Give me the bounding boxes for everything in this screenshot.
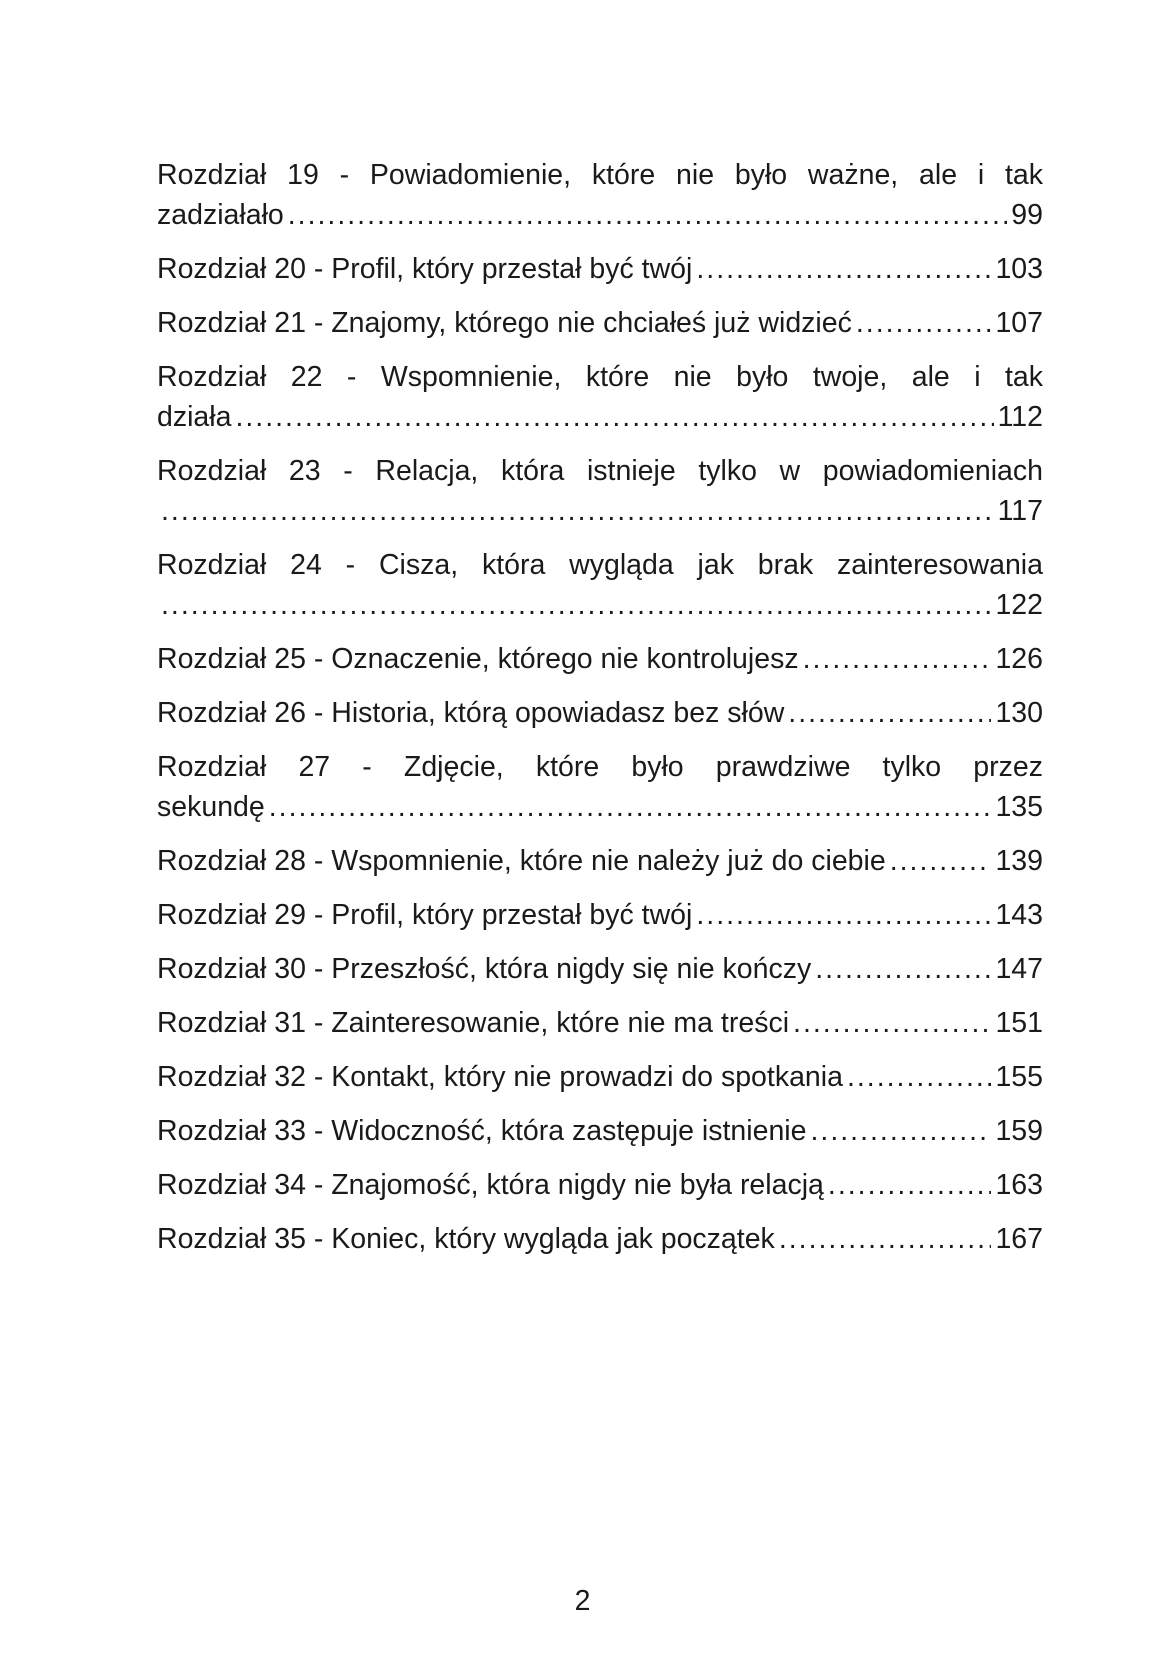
toc-entry[interactable] <box>157 357 1043 437</box>
toc-entry[interactable] <box>157 249 1043 289</box>
toc-entry[interactable] <box>157 1057 1043 1097</box>
toc-page-number: 139 <box>995 845 1043 877</box>
toc-entry-title-end: działa <box>157 401 232 433</box>
toc-leader-dots <box>847 1057 991 1097</box>
toc-entry-title: Rozdział 29 - Profil, który przestał być twój <box>157 899 693 931</box>
toc-entry[interactable] <box>157 949 1043 989</box>
toc-entry[interactable] <box>157 693 1043 733</box>
toc-entry-title: Rozdział 32 - Kontakt, który nie prowadzi do spotkania <box>157 1061 843 1093</box>
toc-leader-dots <box>288 195 1008 235</box>
toc-leader-dots <box>815 949 991 989</box>
toc-page-number: 151 <box>995 1007 1043 1039</box>
toc-page-number: 135 <box>995 791 1043 823</box>
toc-entry-title: Rozdział 22 - Wspomnienie, które nie było twoje, ale i tak <box>157 361 1043 393</box>
toc-entry-title: Rozdział 25 - Oznaczenie, którego nie kontrolujesz <box>157 643 799 675</box>
toc-leader-dots <box>788 693 991 733</box>
toc-page-number: 99 <box>1011 199 1043 231</box>
toc-page-number: 147 <box>995 953 1043 985</box>
toc-page-number: 155 <box>995 1061 1043 1093</box>
toc-entry[interactable] <box>157 155 1043 235</box>
toc-page-number: 167 <box>995 1223 1043 1255</box>
toc-entry[interactable] <box>157 747 1043 827</box>
toc-entry-title: Rozdział 28 - Wspomnienie, które nie należy już do ciebie <box>157 845 886 877</box>
toc-entry[interactable] <box>157 841 1043 881</box>
toc-entry[interactable] <box>157 1111 1043 1151</box>
toc-page-number: 117 <box>997 495 1043 527</box>
toc-page-number: 143 <box>995 899 1043 931</box>
toc-leader-dots <box>793 1003 991 1043</box>
toc-entry-title: Rozdział 26 - Historia, którą opowiadasz bez słów <box>157 697 785 729</box>
toc-page-number: 107 <box>995 307 1043 339</box>
toc-leader-dots <box>161 491 994 531</box>
toc-page-number: 112 <box>997 401 1043 433</box>
toc-leader-dots <box>269 787 992 827</box>
toc-page-number: 126 <box>995 643 1043 675</box>
toc-entry-title: Rozdział 27 - Zdjęcie, które było prawdziwe tylko przez <box>157 751 1043 783</box>
toc-entry-title: Rozdział 30 - Przeszłość, która nigdy się nie kończy <box>157 953 812 985</box>
toc-page-number: 122 <box>995 589 1043 621</box>
toc-leader-dots <box>828 1165 992 1205</box>
toc-page-number: 163 <box>995 1169 1043 1201</box>
toc-entry-title-end: sekundę <box>157 791 265 823</box>
toc-leader-dots <box>803 639 992 679</box>
page-number: 2 <box>574 1585 591 1617</box>
toc-entry-title: Rozdział 19 - Powiadomienie, które nie było ważne, ale i tak <box>157 159 1043 191</box>
toc-leader-dots <box>779 1219 992 1259</box>
toc-entry-title: Rozdział 34 - Znajomość, która nigdy nie była relacją <box>157 1169 824 1201</box>
toc-page-number: 159 <box>995 1115 1043 1147</box>
toc-leader-dots <box>810 1111 991 1151</box>
toc-entry-title: Rozdział 24 - Cisza, która wygląda jak brak zainteresowania <box>157 549 1043 581</box>
toc-leader-dots <box>161 585 991 625</box>
toc-entry-title-end: zadziałało <box>157 199 284 231</box>
toc-entry[interactable] <box>157 1219 1043 1259</box>
toc-entry-title: Rozdział 35 - Koniec, który wygląda jak początek <box>157 1223 775 1255</box>
toc-entry-title: Rozdział 33 - Widoczność, która zastępuje istnienie <box>157 1115 807 1147</box>
toc-entry-title: Rozdział 20 - Profil, który przestał być twój <box>157 253 693 285</box>
toc-entry[interactable] <box>157 895 1043 935</box>
toc-leader-dots <box>890 841 992 881</box>
toc-entry-title: Rozdział 31 - Zainteresowanie, które nie ma treści <box>157 1007 790 1039</box>
toc-page-number: 130 <box>995 697 1043 729</box>
toc-leader-dots <box>856 303 992 343</box>
toc-entry[interactable] <box>157 639 1043 679</box>
toc-leader-dots <box>696 895 991 935</box>
toc-entry-title: Rozdział 21 - Znajomy, którego nie chciałeś już widzieć <box>157 307 852 339</box>
toc-entry[interactable] <box>157 1003 1043 1043</box>
toc-leader-dots <box>235 397 993 437</box>
toc-leader-dots <box>696 249 991 289</box>
toc-entry[interactable] <box>157 545 1043 625</box>
toc-entry[interactable] <box>157 303 1043 343</box>
table-of-contents <box>157 155 1043 1273</box>
toc-entry-title: Rozdział 23 - Relacja, która istnieje tylko w powiadomieniach <box>157 455 1043 487</box>
toc-entry[interactable] <box>157 1165 1043 1205</box>
toc-page-number: 103 <box>995 253 1043 285</box>
toc-entry[interactable] <box>157 451 1043 531</box>
